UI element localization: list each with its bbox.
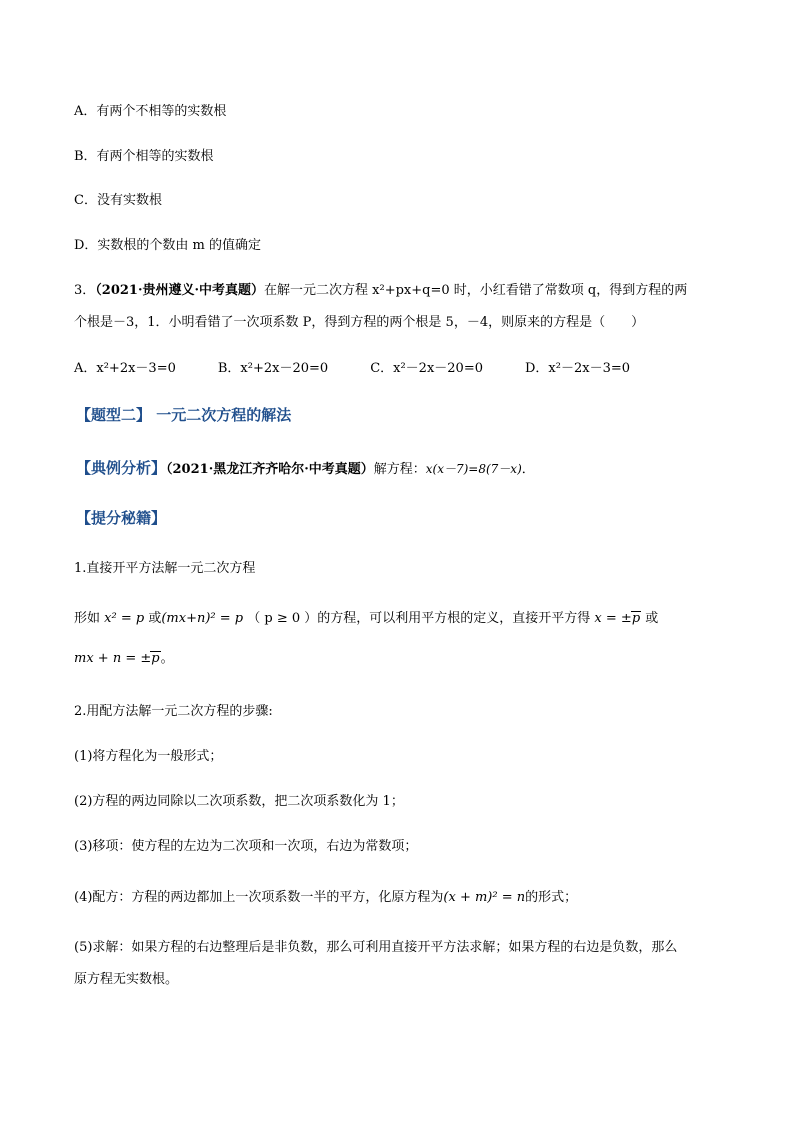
q2-option-d: D．实数根的个数由 m 的值确定 xyxy=(74,238,262,253)
tip1-text-c: 的方程，可以利用平方根的定义，直接开平方得 xyxy=(317,611,591,626)
tips-title: 【提分秘籍】 xyxy=(76,509,167,527)
tip1-condition: （ p ≥ 0 ） xyxy=(247,611,318,626)
tip1-eq-plusminus: x = ± xyxy=(594,611,632,626)
tip1-sqrt-p: p xyxy=(631,611,641,626)
q3-line1 xyxy=(74,283,687,299)
q2-option-c: C．没有实数根 xyxy=(74,193,162,208)
q3-source: （2021·贵州遵义·中考真题） xyxy=(95,283,265,298)
tip2-step4-end: 的形式； xyxy=(525,890,578,905)
tip2-step2: (2)方程的两边同除以二次项系数，把二次项系数化为 1； xyxy=(74,794,404,809)
example-text: 解方程： xyxy=(373,462,426,477)
tip1-eq-mxn-pm: mx + n = ± xyxy=(74,651,152,666)
example-line xyxy=(76,459,535,478)
tip1-eq-mxn: (mx+n)² = p xyxy=(161,611,244,626)
tip2-step1: (1)将方程化为一般形式； xyxy=(74,749,223,764)
tip1-text-b: 或 xyxy=(148,611,162,626)
tip1-text-d: 或 xyxy=(645,611,659,626)
tip1-sqrt-p-2: p xyxy=(151,651,160,666)
tip1-end: 。 xyxy=(160,651,174,666)
q3-line2: 个根是－3，1．小明看错了一次项系数 P，得到方程的两个根是 5，－4，则原来的方程是（ ） xyxy=(74,315,645,330)
tip1-paragraph-line1 xyxy=(74,611,658,627)
example-label: 【典例分析】 xyxy=(76,459,167,477)
tip2-step5-line1: (5)求解：如果方程的右边整理后是非负数，那么可利用直接开平方法求解；如果方程的右边是负数，那么 xyxy=(74,940,678,955)
tip1-paragraph-line2 xyxy=(74,651,174,667)
tip1-title: 1.直接开平方法解一元二次方程 xyxy=(74,561,256,576)
q3-option-a: A．x²+2x－3=0 xyxy=(74,361,176,376)
example-end: ． xyxy=(521,462,535,477)
q3-option-c: C．x²－2x－20=0 xyxy=(370,361,483,376)
tip2-step4-text: (4)配方：方程的两边都加上一次项系数一半的平方，化原方程为 xyxy=(74,890,444,905)
q3-option-b: B．x²+2x－20=0 xyxy=(217,361,329,376)
example-source: （2021·黑龙江齐齐哈尔·中考真题） xyxy=(166,462,374,477)
q3-option-d: D．x²－2x－3=0 xyxy=(525,361,631,376)
q3-options xyxy=(74,361,672,377)
tip2-step5-line2: 原方程无实数根。 xyxy=(74,972,179,987)
tip2-step3: (3)移项：使方程的左边为二次项和一次项，右边为常数项； xyxy=(74,839,418,854)
q3-number: 3． xyxy=(74,283,96,298)
tip1-text-a: 形如 xyxy=(74,611,101,626)
tip2-step4 xyxy=(74,890,577,906)
q2-option-b: B．有两个相等的实数根 xyxy=(74,149,214,164)
tip1-eq-x2p: x² = p xyxy=(104,611,145,626)
q2-option-a: A．有两个不相等的实数根 xyxy=(74,104,227,119)
tip2-title: 2.用配方法解一元二次方程的步骤: xyxy=(74,704,273,719)
tip2-step4-equation: (x + m)² = n xyxy=(443,890,526,905)
example-equation: x(x－7)=8(7－x) xyxy=(425,462,522,476)
q3-text-line1: 在解一元二次方程 x²+px+q=0 时，小红看错了常数项 q，得到方程的两 xyxy=(264,283,688,298)
section-title: 【题型二】 一元二次方程的解法 xyxy=(76,406,292,424)
